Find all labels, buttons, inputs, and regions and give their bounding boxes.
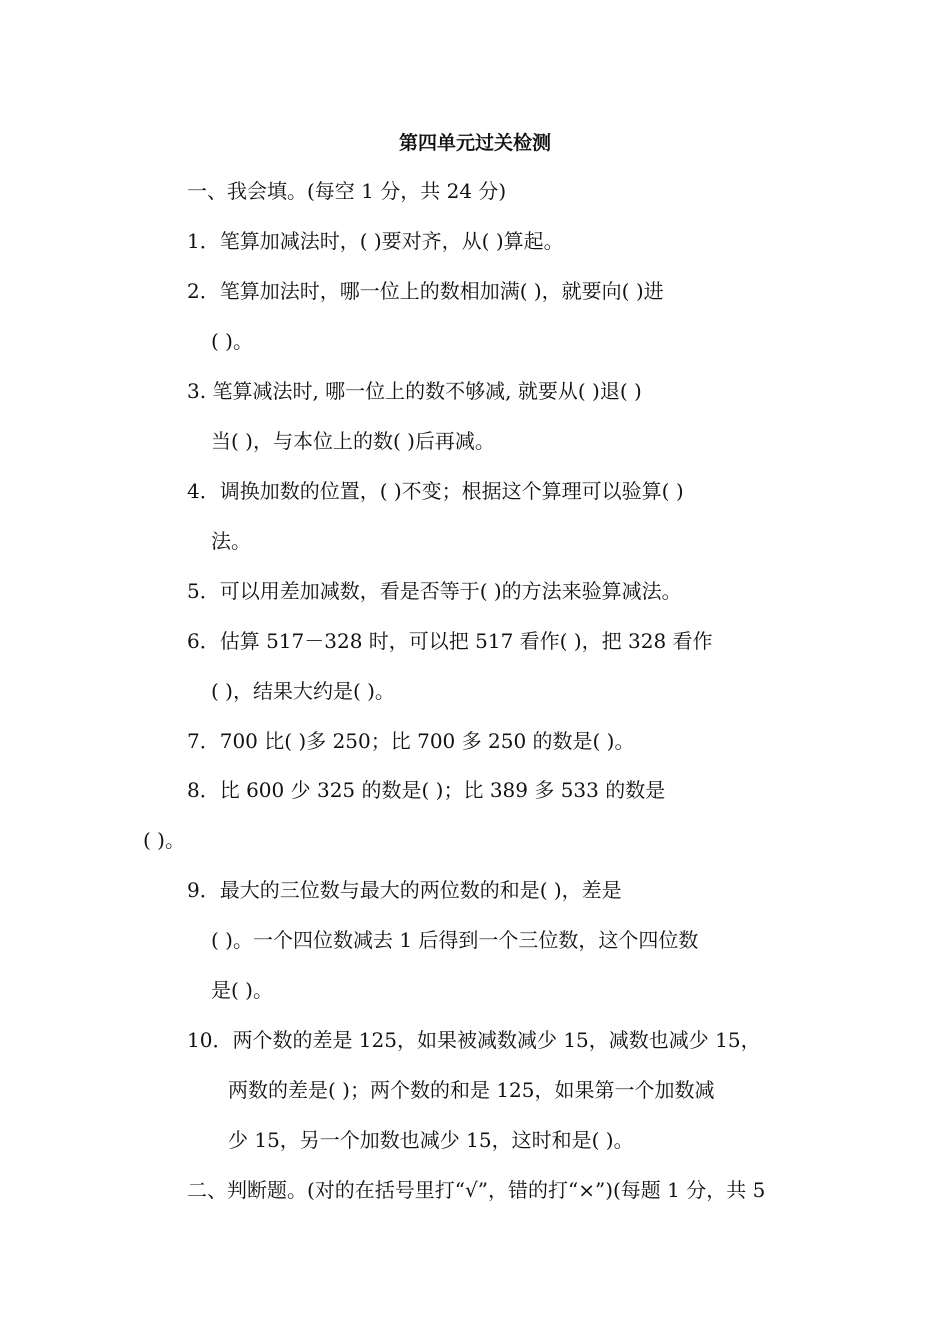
question-3-line-1: 3. 笔算减法时, 哪一位上的数不够减, 就要从( )退( ) [187, 379, 642, 403]
question-8-line-2: ( )。 [143, 828, 185, 852]
question-10-line-1: 10．两个数的差是 125，如果被减数减少 15，减数也减少 15， [187, 1028, 761, 1052]
question-10-line-3: 少 15，另一个加数也减少 15，这时和是( )。 [228, 1128, 634, 1152]
section-two-heading: 二、判断题。(对的在括号里打“√”，错的打“×”)(每题 1 分，共 5 [187, 1178, 766, 1202]
page-title: 第四单元过关检测 [398, 132, 551, 154]
question-8-line-1: 8．比 600 少 325 的数是( )；比 389 多 533 的数是 [187, 778, 666, 802]
question-7: 7．700 比( )多 250；比 700 多 250 的数是( )。 [187, 729, 635, 753]
question-10-line-2: 两数的差是( )；两个数的和是 125，如果第一个加数减 [228, 1078, 715, 1102]
question-2-line-2: ( )。 [211, 329, 253, 353]
section-one-heading: 一、我会填。(每空 1 分，共 24 分) [187, 179, 507, 203]
question-4-line-2: 法。 [211, 529, 251, 553]
question-5: 5．可以用差加减数，看是否等于( )的方法来验算减法。 [187, 579, 682, 603]
question-9-line-2: ( )。一个四位数减去 1 后得到一个三位数，这个四位数 [211, 928, 699, 952]
question-3-line-2: 当( )，与本位上的数( )后再减。 [211, 429, 495, 453]
question-9-line-1: 9．最大的三位数与最大的两位数的和是( )，差是 [187, 878, 622, 902]
question-9-line-3: 是( )。 [211, 978, 273, 1002]
question-2-line-1: 2．笔算加法时，哪一位上的数相加满( )，就要向( )进 [187, 279, 664, 303]
question-1: 1．笔算加减法时，( )要对齐，从( )算起。 [187, 229, 564, 253]
question-6-line-2: ( )，结果大约是( )。 [211, 679, 395, 703]
question-6-line-1: 6．估算 517－328 时，可以把 517 看作( )，把 328 看作 [187, 629, 713, 653]
question-4-line-1: 4．调换加数的位置，( )不变；根据这个算理可以验算( ) [187, 479, 684, 503]
